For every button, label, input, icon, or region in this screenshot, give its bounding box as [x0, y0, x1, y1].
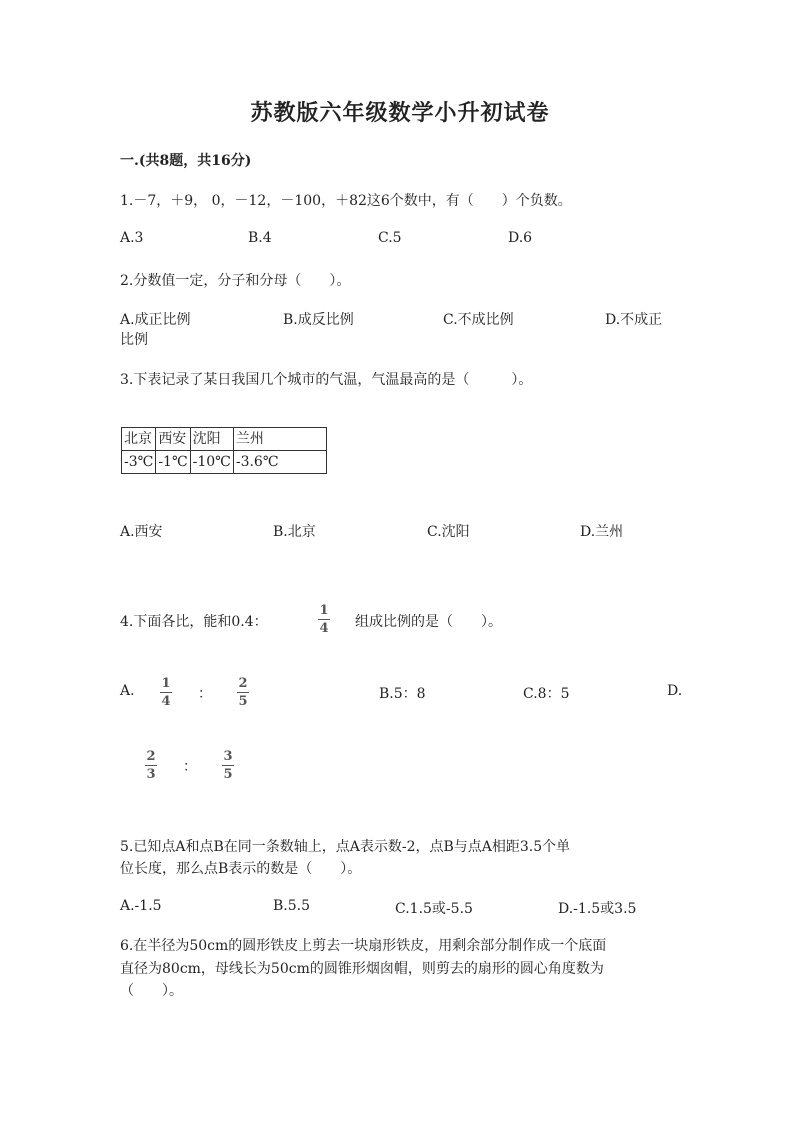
fraction-numerator: 2	[238, 676, 248, 691]
question-5: 5.已知点A和点B在同一条数轴上，点A表示数-2，点B与点A相距3.5个单	[120, 839, 571, 855]
question-6-line-3: （ ）。	[120, 983, 183, 999]
q3-option-d: D.兰州	[580, 524, 624, 540]
table-cell-temp: -10℃	[190, 451, 233, 474]
q5-option-b: B.5.5	[273, 898, 311, 914]
q3-option-a: A.西安	[120, 524, 163, 540]
q5-option-c: C.1.5或-5.5	[395, 901, 473, 917]
question-4-continued: 组成比例的是（ ）。	[355, 614, 502, 630]
fraction-bar	[222, 765, 234, 766]
q3-option-b: B.北京	[273, 524, 316, 540]
fraction	[160, 676, 172, 709]
fraction-bar	[237, 692, 249, 693]
table-cell-city: 北京	[122, 428, 156, 451]
q3-option-c: C.沈阳	[427, 524, 470, 540]
q2-option-c: C.不成比例	[443, 312, 514, 328]
question-6-line-2: 直径为80cm，母线长为50cm的圆锥形烟囱帽，则剪去的扇形的圆心角度数为	[120, 961, 604, 977]
q2-option-b: B.成反比例	[283, 312, 354, 328]
fraction-bar	[318, 619, 330, 620]
table-row	[122, 428, 327, 451]
fraction-numerator: 3	[223, 749, 233, 764]
fraction-denominator: 5	[223, 767, 233, 782]
q2-option-d-wrap: 比例	[120, 332, 148, 348]
fraction-numerator: 1	[319, 603, 329, 618]
fraction-numerator: 2	[146, 749, 156, 764]
question-2: 2.分数值一定，分子和分母（ ）。	[120, 273, 351, 289]
question-6: 6.在半径为50cm的圆形铁皮上剪去一块扇形铁皮，用剩余部分制作成一个底面	[120, 938, 607, 954]
q1-option-b: B.4	[248, 230, 272, 246]
table-cell-city: 兰州	[233, 428, 326, 451]
question-5-line-2: 位长度，那么点B表示的数是（ ）。	[120, 861, 362, 877]
q1-option-a: A.3	[120, 230, 144, 246]
table-cell-city: 沈阳	[190, 428, 233, 451]
fraction-denominator: 3	[146, 767, 156, 782]
table-row	[122, 451, 327, 474]
q1-option-d: D.6	[508, 230, 533, 246]
q5-option-a: A.-1.5	[120, 898, 162, 914]
fraction	[222, 749, 234, 782]
q4-option-a-label: A.	[120, 683, 135, 699]
table-cell-temp: -3.6℃	[233, 451, 326, 474]
fraction-denominator: 4	[161, 694, 171, 709]
fraction-denominator: 4	[319, 621, 329, 636]
q4-option-b: B.5：8	[379, 686, 426, 702]
q2-option-d: D.不成正	[605, 312, 663, 328]
q4-option-d-label: D.	[667, 683, 683, 699]
question-4: 4.下面各比，能和0.4：	[120, 614, 268, 630]
table-cell-temp: -3℃	[122, 451, 156, 474]
section-heading: 一.(共8题，共16分)	[120, 153, 252, 169]
q5-option-d: D.-1.5或3.5	[558, 901, 637, 917]
fraction	[145, 749, 157, 782]
fraction-bar	[145, 765, 157, 766]
page-title: 苏教版六年级数学小升初试卷	[250, 100, 550, 126]
temperature-table	[121, 427, 327, 474]
fraction-numerator: 1	[161, 676, 171, 691]
q1-option-c: C.5	[378, 230, 402, 246]
ratio-colon: ：	[183, 759, 197, 775]
table-cell-city: 西安	[156, 428, 190, 451]
question-3: 3.下表记录了某日我国几个城市的气温，气温最高的是（ ）。	[120, 372, 533, 388]
table-cell-temp: -1℃	[156, 451, 190, 474]
fraction	[237, 676, 249, 709]
ratio-colon: ：	[198, 686, 212, 702]
q4-option-c: C.8：5	[523, 686, 570, 702]
q2-option-a: A.成正比例	[120, 312, 191, 328]
question-1: 1.－7，＋9， 0，－12，－100，＋82这6个数中，有（ ）个负数。	[120, 193, 572, 209]
fraction	[318, 603, 330, 636]
fraction-denominator: 5	[238, 694, 248, 709]
fraction-bar	[160, 692, 172, 693]
